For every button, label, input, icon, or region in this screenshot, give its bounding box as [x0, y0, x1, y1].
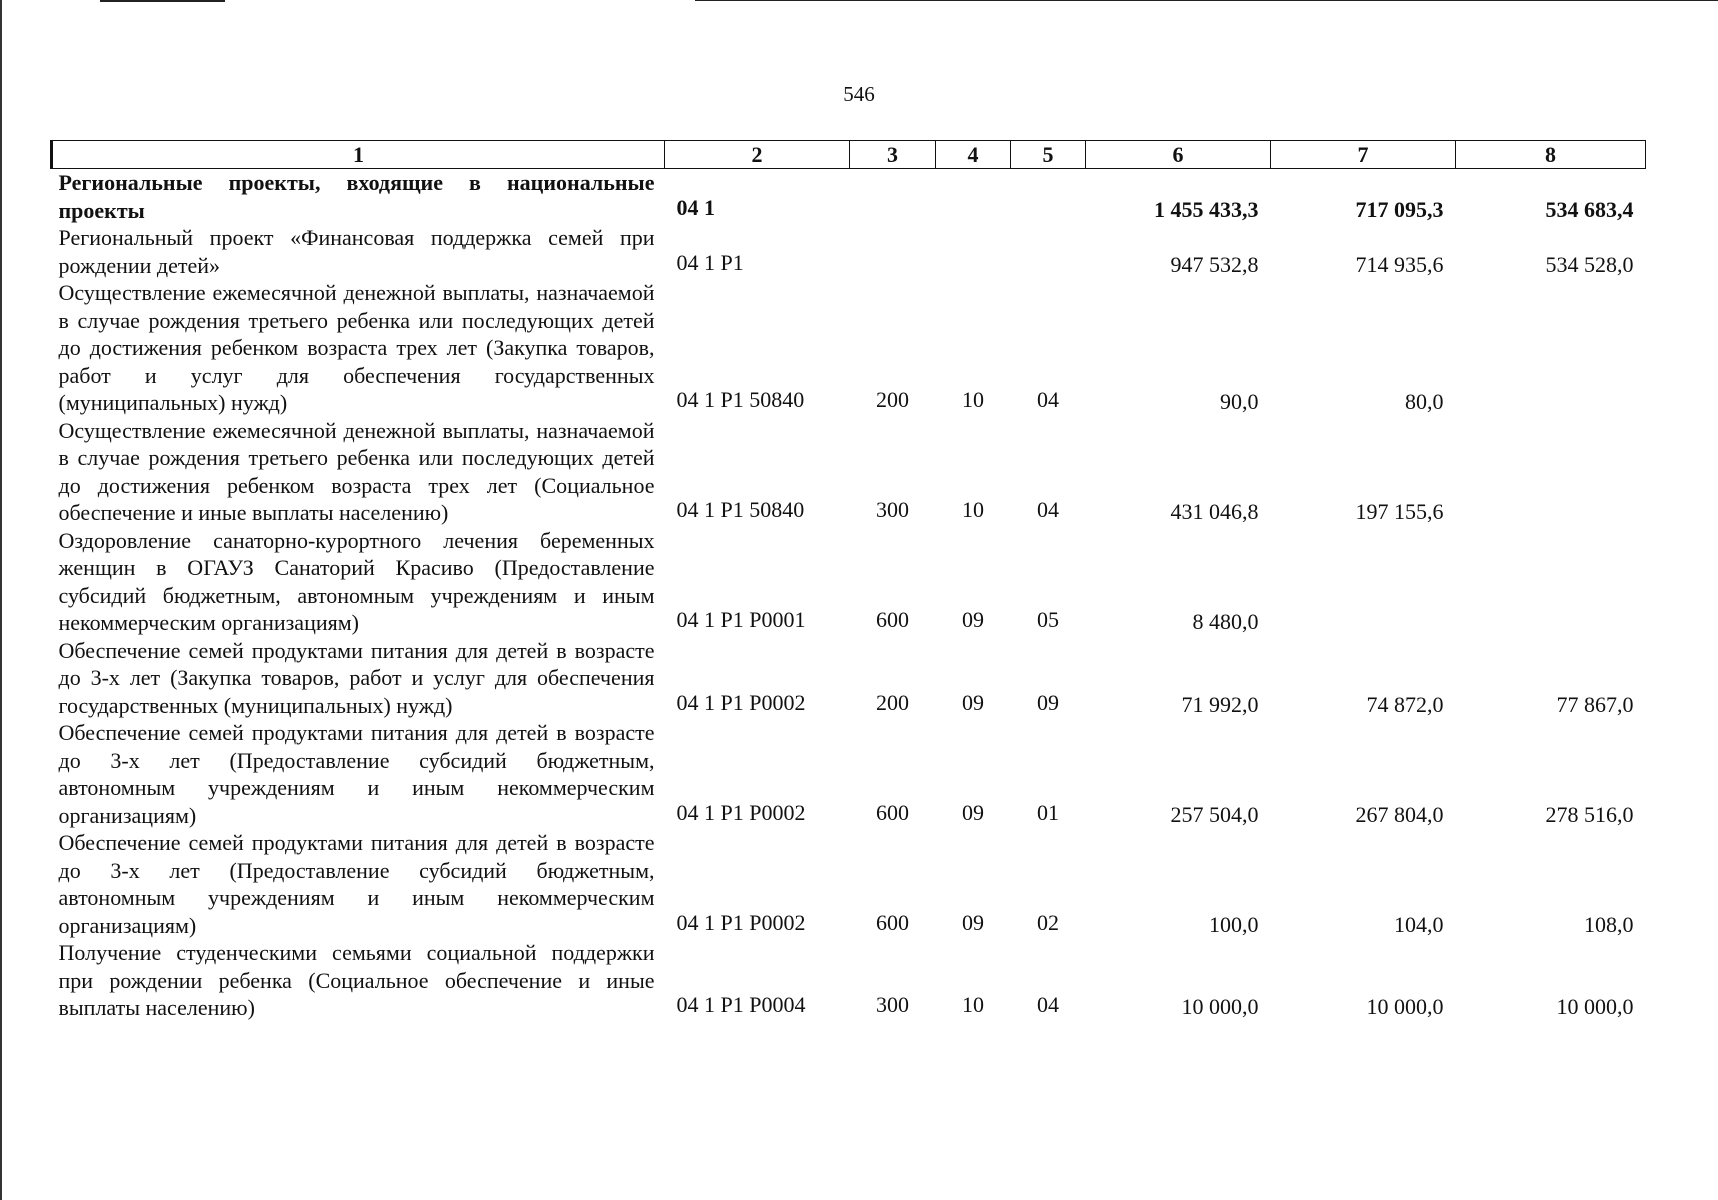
- row-col-4: [936, 224, 1011, 279]
- row-code: 04 1 P1 P0002: [676, 689, 806, 715]
- row-value-8: [1456, 527, 1646, 637]
- row-name: Обеспечение семей продуктами питания для детей в возрасте до 3-х лет (Закупка товаров, работ и услуг для обеспечения государственных (муниципальных) нужд): [58, 637, 655, 718]
- row-col-4: 10: [962, 497, 984, 522]
- row-col-5: 04: [1037, 497, 1059, 522]
- row-name: Обеспечение семей продуктами питания для детей в возрасте до 3-х лет (Предоставление субсидий бюджетным, автономным учреждениям и иным некоммерческим организациям): [58, 720, 655, 828]
- row-value-6: 257 504,0: [1170, 801, 1259, 827]
- header-col-2: 2: [665, 141, 850, 169]
- row-value-6: 71 992,0: [1181, 691, 1259, 717]
- row-name: Региональный проект «Финансовая поддержка семей при рождении детей»: [58, 225, 655, 278]
- row-name: Обеспечение семей продуктами питания для детей в возрасте до 3-х лет (Предоставление субсидий бюджетным, автономным учреждениям и иным некоммерческим организациям): [58, 830, 655, 938]
- row-col-4: 09: [962, 909, 984, 935]
- row-col-3: 600: [876, 799, 909, 825]
- row-code: 04 1 P1 50840: [676, 387, 805, 412]
- row-col-4: [936, 169, 1011, 225]
- table-header-row: [52, 141, 1646, 169]
- row-name: Осуществление ежемесячной денежной выплаты, назначаемой в случае рождения третьего ребенка или последующих детей до достижения ребенком возраста трех лет (Социальное обеспечение и иные выплаты населению): [58, 417, 655, 525]
- row-code: 04 1 P1 50840: [676, 497, 805, 522]
- header-col-5: 5: [1011, 141, 1086, 169]
- row-col-5: 04: [1037, 992, 1059, 1017]
- row-col-3: 600: [876, 909, 909, 935]
- row-value-7: 714 935,6: [1355, 251, 1444, 277]
- header-col-6: 6: [1086, 141, 1271, 169]
- row-value-7: 74 872,0: [1366, 691, 1444, 717]
- row-col-3: 300: [876, 497, 909, 522]
- row-code: 04 1: [676, 194, 715, 220]
- row-value-7: 80,0: [1405, 389, 1444, 414]
- table-row: [52, 224, 1646, 279]
- row-col-3: 200: [876, 387, 909, 412]
- table-row: [52, 417, 1646, 527]
- row-value-7: 10 000,0: [1366, 994, 1444, 1019]
- header-col-3: 3: [850, 141, 936, 169]
- row-value-8: 10 000,0: [1556, 994, 1634, 1019]
- header-col-4: 4: [936, 141, 1011, 169]
- row-col-3: 200: [876, 689, 909, 715]
- row-col-5: [1011, 224, 1086, 279]
- row-value-7: [1271, 527, 1456, 637]
- row-value-8: [1456, 279, 1646, 417]
- row-value-8: 534 683,4: [1545, 196, 1634, 222]
- row-value-6: 947 532,8: [1170, 251, 1259, 277]
- header-col-8: 8: [1456, 141, 1646, 169]
- row-name: Осуществление ежемесячной денежной выплаты, назначаемой в случае рождения третьего ребенка или последующих детей до достижения ребенком возраста трех лет (Закупка товаров, работ и услуг для обеспечения государственных (муниципальных) нужд): [58, 280, 655, 415]
- row-value-7: 717 095,3: [1355, 196, 1444, 222]
- scan-edge-top-left: [100, 0, 225, 2]
- row-value-6: 10 000,0: [1181, 994, 1259, 1019]
- page-number: 546: [843, 82, 875, 106]
- row-col-4: 09: [962, 689, 984, 715]
- row-value-8: 108,0: [1584, 911, 1634, 937]
- row-name: Получение студенческими семьями социальной поддержки при рождении ребенка (Социальное обеспечение и иные выплаты населению): [58, 940, 655, 1020]
- row-col-3: [850, 169, 936, 225]
- table-row: [52, 527, 1646, 637]
- row-value-6: 431 046,8: [1170, 499, 1259, 524]
- scan-edge-left: [0, 0, 2, 1200]
- table-row: [52, 719, 1646, 829]
- row-col-4: 10: [962, 387, 984, 412]
- row-value-6: 100,0: [1209, 911, 1259, 937]
- row-col-3: 300: [876, 992, 909, 1017]
- row-value-6: 1 455 433,3: [1154, 196, 1259, 222]
- row-code: 04 1 P1 P0001: [676, 607, 806, 632]
- row-name: Региональные проекты, входящие в национальные проекты: [58, 170, 655, 223]
- table-row: [52, 829, 1646, 939]
- row-value-8: [1456, 417, 1646, 527]
- row-value-7: 267 804,0: [1355, 801, 1444, 827]
- row-col-3: 600: [876, 607, 909, 632]
- row-col-5: 02: [1037, 909, 1059, 935]
- row-value-7: 197 155,6: [1355, 499, 1444, 524]
- table-body: [52, 169, 1646, 1022]
- budget-table: [50, 140, 1646, 1022]
- row-col-4: 10: [962, 992, 984, 1017]
- table-row: [52, 637, 1646, 720]
- row-name: Оздоровление санаторно-курортного лечения беременных женщин в ОГАУЗ Санаторий Красиво (Предоставление субсидий бюджетным, автономным учреждениям и иным некоммерческим организациям): [58, 527, 655, 635]
- row-value-7: 104,0: [1394, 911, 1444, 937]
- scan-edge-top-right: [695, 0, 1718, 1]
- row-value-8: 77 867,0: [1556, 691, 1634, 717]
- row-col-4: 09: [962, 607, 984, 632]
- table-row: [52, 169, 1646, 225]
- row-code: 04 1 P1 P0002: [676, 909, 806, 935]
- row-value-6: 8 480,0: [1192, 609, 1259, 634]
- row-col-5: 01: [1037, 799, 1059, 825]
- row-col-5: 04: [1037, 387, 1059, 412]
- row-col-3: [850, 224, 936, 279]
- row-value-8: 534 528,0: [1545, 251, 1634, 277]
- row-code: 04 1 P1 P0002: [676, 799, 806, 825]
- row-col-4: 09: [962, 799, 984, 825]
- row-col-5: [1011, 169, 1086, 225]
- row-code: 04 1 P1: [676, 249, 744, 275]
- row-col-5: 09: [1037, 689, 1059, 715]
- row-code: 04 1 P1 P0004: [676, 992, 806, 1017]
- row-col-5: 05: [1037, 607, 1059, 632]
- table-row: [52, 279, 1646, 417]
- table-row: [52, 939, 1646, 1022]
- row-value-8: 278 516,0: [1545, 801, 1634, 827]
- row-value-6: 90,0: [1220, 389, 1259, 414]
- header-col-1: 1: [52, 141, 665, 169]
- header-col-7: 7: [1271, 141, 1456, 169]
